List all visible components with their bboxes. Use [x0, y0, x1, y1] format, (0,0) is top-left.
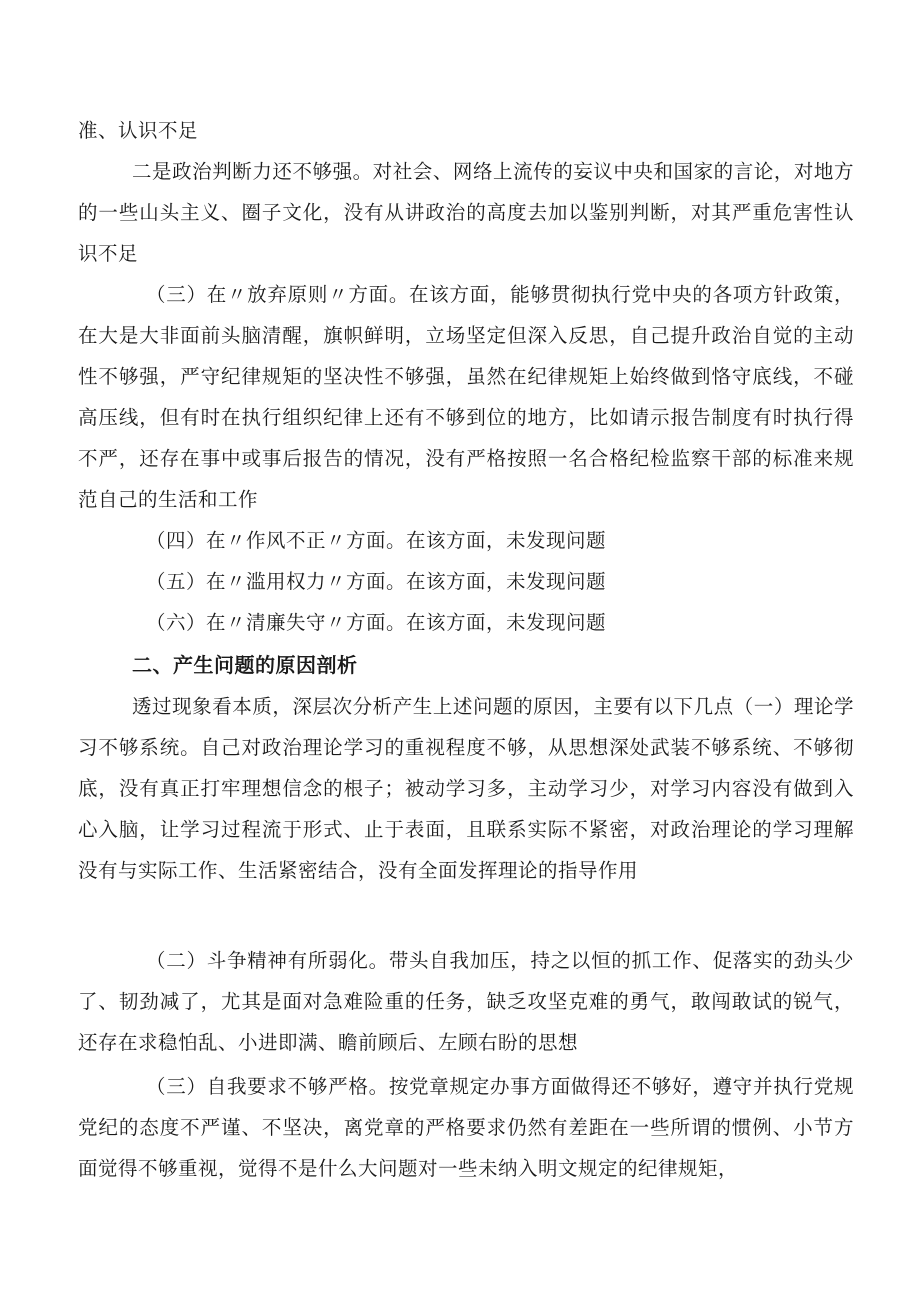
paragraph-struggle-spirit: （二）斗争精神有所弱化。带头自我加压，持之以恒的抓工作、促落实的劲头少了、韧劲减了，尤其是面对急难险重的任务，缺乏攻坚克难的勇气，敢闯敢试的锐气，还存在求稳怕乱、小进即满、瞻前顾后、左顾右盼的思想 — [78, 949, 854, 1054]
paragraph-political-judgment: 二是政治判断力还不够强。对社会、网络上流传的妄议中央和国家的言论，对地方的一些山头主义、圈子文化，没有从讲政治的高度去加以鉴别判断，对其严重危害性认识不足 — [78, 160, 854, 265]
paragraph-causes: 透过现象看本质，深层次分析产生上述问题的原因，主要有以下几点（一）理论学习不够系统。自己对政治理论学习的重视程度不够，从思想深处武装不够系统、不够彻底，没有真正打牢理想信念的根子；被动学习多，主动学习少，对学习内容没有做到入心入脑，让学习过程流于形式、止于表面，且联系实际不紧密，对政治理论的学习理解没有与实际工作、生活紧密结合，没有全面发挥理论的指导作用 — [78, 695, 854, 882]
paragraph-principle: （三）在〃放弃原则〃方面。在该方面，能够贯彻执行党中央的各项方针政策，在大是大非面前头脑清醒，旗帜鲜明，立场坚定但深入反思，自己提升政治自觉的主动性不够强，严守纪律规矩的坚决性不够强，虽然在纪律规矩上始终做到恪守底线，不碰高压线，但有时在执行组织纪律上还有不够到位的地方，比如请示报告制度有时执行得不严，还存在事中或事后报告的情况，没有严格按照一名合格纪检监察干部的标准来规范自己的生活和工作 — [78, 283, 854, 511]
section-heading: 二、产生问题的原因剖析 — [132, 653, 358, 677]
paragraph-continuation: 准、认识不足 — [78, 119, 199, 142]
paragraph-power: （五）在〃滥用权力〃方面。在该方面，未发现问题 — [146, 570, 607, 593]
paragraph-self-discipline: （三）自我要求不够严格。按党章规定办事方面做得还不够好，遵守并执行党规党纪的态度不严谨、不坚决，离党章的严格要求仍然有差距在一些所谓的惯例、小节方面觉得不够重视，觉得不是什么大问题对一些未纳入明文规定的纪律规矩， — [78, 1075, 854, 1180]
paragraph-integrity: （六）在〃清廉失守〃方面。在该方面，未发现问题 — [146, 611, 607, 634]
paragraph-style: （四）在〃作风不正〃方面。在该方面，未发现问题 — [146, 529, 607, 552]
